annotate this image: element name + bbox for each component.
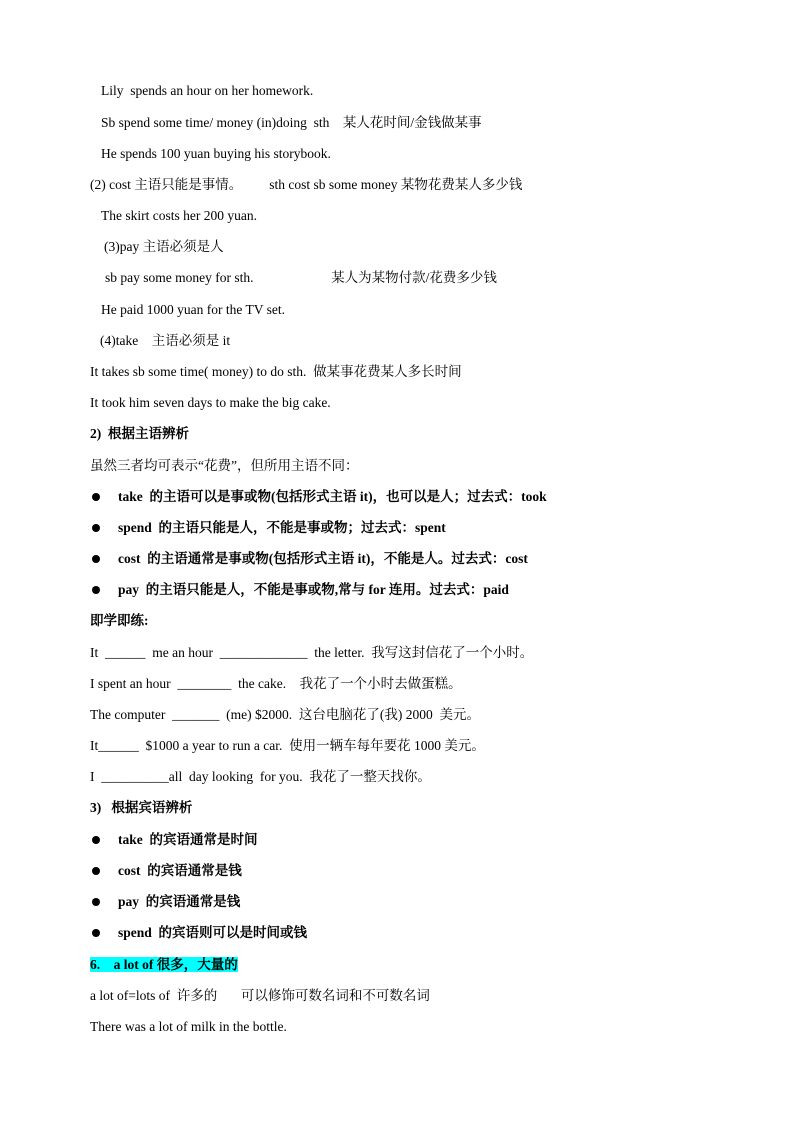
bullet-icon — [92, 524, 100, 532]
highlighted-heading — [90, 956, 238, 974]
bullet-icon — [92, 836, 100, 844]
rule-line: (3)pay 主语必须是人 — [104, 239, 224, 254]
bullet-icon — [92, 898, 100, 906]
exercise-line: It ______ me an hour _____________ the letter. 我写这封信花了一个小时。 — [90, 645, 534, 660]
exercise-line: The computer _______ (me) $2000. 这台电脑花了(我) 2000 美元。 — [90, 707, 480, 722]
bullet-icon — [92, 586, 100, 594]
usage-line: Sb spend some time/ money (in)doing sth 某人花时间/金钱做某事 — [101, 115, 482, 130]
bullet-item: take 的宾语通常是时间 — [118, 832, 258, 847]
practice-heading: 即学即练: — [90, 613, 149, 628]
rule-line: (4)take 主语必须是 it — [100, 333, 231, 348]
bullet-icon — [92, 555, 100, 563]
exercise-line: It______ $1000 a year to run a car. 使用一辆车每年要花 1000 美元。 — [90, 738, 485, 753]
paragraph-line: 虽然三者均可表示“花费”，但所用主语不同： — [90, 458, 359, 473]
example-line: He spends 100 yuan buying his storybook. — [101, 146, 331, 161]
bullet-item: take 的主语可以是事或物(包括形式主语 it)，也可以是人；过去式：took — [118, 489, 547, 504]
example-line: There was a lot of milk in the bottle. — [90, 1019, 287, 1034]
bullet-item: pay 的主语只能是人，不能是事或物,常与 for 连用。过去式：paid — [118, 582, 509, 597]
section-heading: 3) 根据宾语辨析 — [90, 800, 193, 815]
bullet-icon — [92, 867, 100, 875]
bullet-item: cost 的宾语通常是钱 — [118, 863, 242, 878]
bullet-item: spend 的宾语则可以是时间或钱 — [118, 925, 308, 940]
example-line: The skirt costs her 200 yuan. — [101, 208, 257, 223]
usage-line: It takes sb some time( money) to do sth. 做某事花费某人多长时间 — [90, 364, 462, 379]
bullet-icon — [92, 493, 100, 501]
bullet-item: pay 的宾语通常是钱 — [118, 894, 241, 909]
section-heading: 2) 根据主语辨析 — [90, 426, 189, 441]
heading-highlight: 6. a lot of 很多，大量的 — [90, 957, 238, 972]
exercise-line: I spent an hour ________ the cake. 我花了一个小时去做蛋糕。 — [90, 676, 462, 691]
example-line: Lily spends an hour on her homework. — [101, 83, 314, 98]
example-line: It took him seven days to make the big cake. — [90, 395, 331, 410]
bullet-icon — [92, 929, 100, 937]
example-line: He paid 1000 yuan for the TV set. — [101, 302, 285, 317]
exercise-line: I __________all day looking for you. 我花了一整天找你。 — [90, 769, 431, 784]
rule-line: (2) cost 主语只能是事情。 sth cost sb some money 某物花费某人多少钱 — [90, 177, 523, 192]
usage-line: sb pay some money for sth. 某人为某物付款/花费多少钱 — [105, 270, 497, 285]
paragraph-line: a lot of=lots of 许多的 可以修饰可数名词和不可数名词 — [90, 988, 430, 1003]
bullet-item: cost 的主语通常是事或物(包括形式主语 it)，不能是人。过去式：cost — [118, 551, 528, 566]
bullet-item: spend 的主语只能是人，不能是事或物；过去式：spent — [118, 520, 446, 535]
